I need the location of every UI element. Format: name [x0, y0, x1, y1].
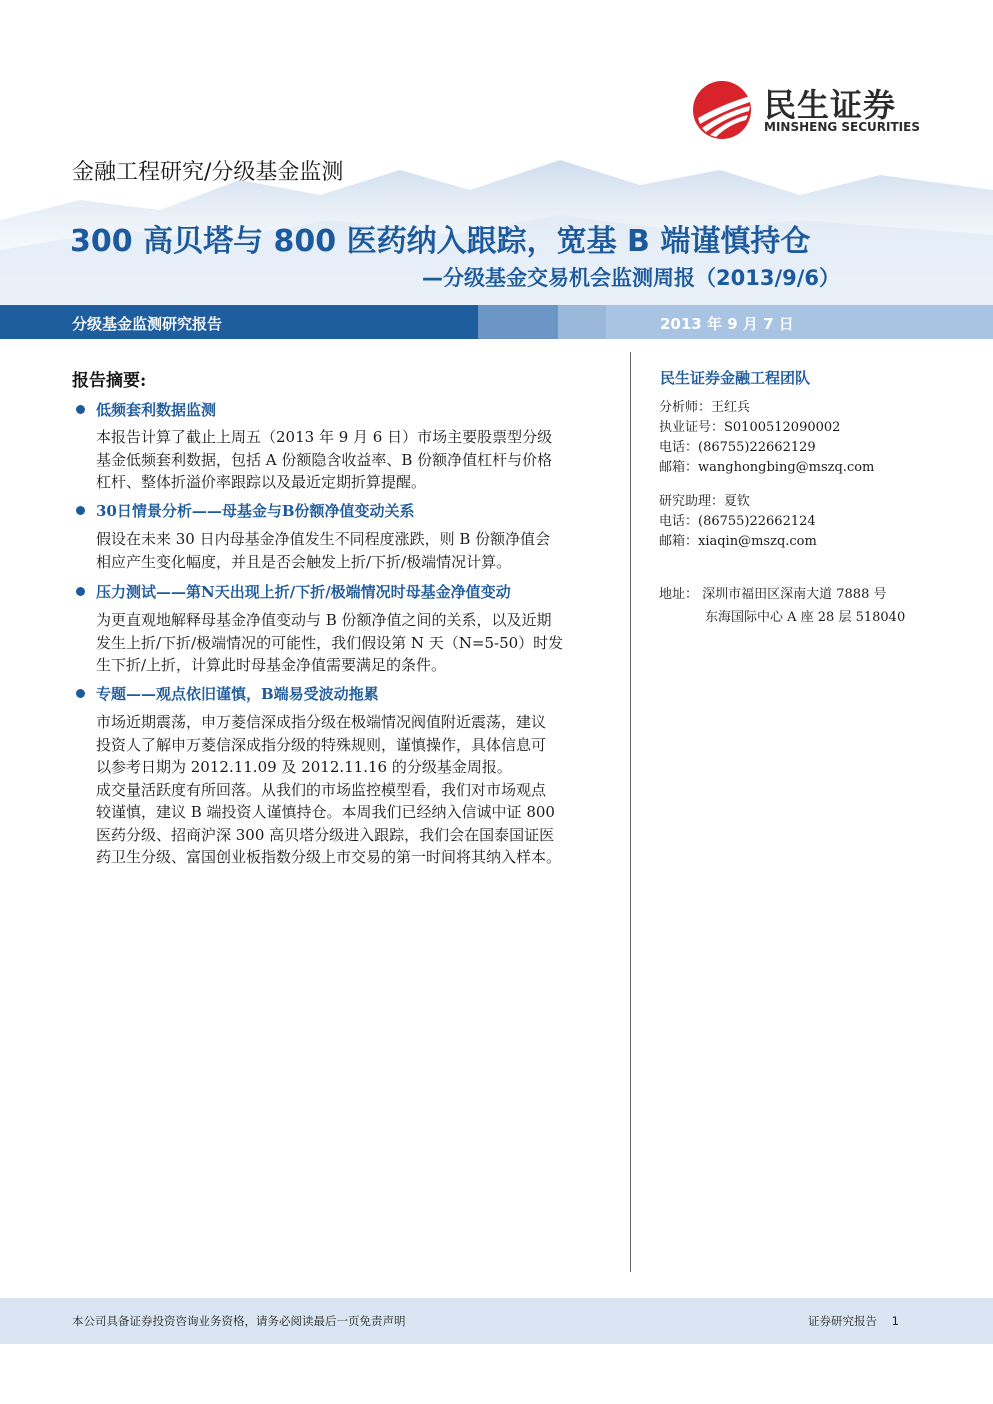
analyst-info — [659, 398, 874, 478]
analyst-line: 邮箱：wanghongbing@mszq.com — [659, 460, 875, 475]
report-subtitle: —分级基金交易机会监测周报（2013/9/6） — [422, 266, 841, 290]
section-title: 专题——观点依旧谨慎，B端易受波动拖累 — [96, 685, 379, 703]
assistant-info — [659, 492, 817, 552]
team-name: 民生证券金融工程团队 — [660, 369, 811, 387]
logo-english-name: MINSHENG SECURITIES — [764, 120, 920, 134]
body-line: 成交量活跃度有所回落。从我们的市场监控模型看，我们对市场观点 — [96, 780, 547, 799]
body-line: 杠杆、整体折溢价率跟踪以及最近定期折算提醒。 — [96, 473, 427, 491]
section-body — [96, 426, 622, 494]
column-divider — [630, 352, 631, 1272]
bullet-icon — [76, 405, 85, 414]
report-type-label: 分级基金监测研究报告 — [72, 315, 223, 333]
summary-heading: 报告摘要: — [72, 371, 147, 391]
section-body — [96, 528, 622, 573]
header-bar-accent — [558, 305, 606, 339]
report-title: 300 高贝塔与 800 医药纳入跟踪，宽基 B 端谨慎持仓 — [70, 224, 811, 259]
assistant-line: 邮箱：xiaqin@mszq.com — [659, 534, 817, 549]
body-line: 医药分级、招商沪深 300 高贝塔分级进入跟踪，我们会在国泰国证医 — [96, 825, 555, 844]
body-line: 较谨慎，建议 B 端投资人谨慎持仓。本周我们已经纳入信诚中证 800 — [96, 803, 555, 821]
analyst-line: 电话：(86755)22662129 — [659, 440, 816, 455]
section-body — [96, 609, 622, 677]
section-title: 压力测试——第N天出现上折/下折/极端情况时母基金净值变动 — [96, 583, 511, 601]
bullet-icon — [76, 506, 85, 515]
body-line: 生下折/上折，计算此时母基金净值需要满足的条件。 — [96, 656, 447, 674]
address-line: 东海国际中心 A 座 28 层 518040 — [705, 610, 906, 625]
body-line: 发生上折/下折/极端情况的可能性，我们假设第 N 天（N=5-50）时发 — [96, 633, 564, 652]
bullet-icon — [76, 587, 85, 596]
assistant-line: 电话：(86755)22662124 — [659, 514, 816, 529]
section-title: 低频套利数据监测 — [96, 401, 217, 419]
section-title: 30日情景分析——母基金与B份额净值变动关系 — [96, 502, 415, 520]
body-line: 以参考日期为 2012.11.09 及 2012.11.16 的分级基金周报。 — [96, 758, 512, 776]
body-line: 为更直观地解释母基金净值变动与 B 份额净值之间的关系，以及近期 — [96, 611, 552, 629]
assistant-line: 研究助理：夏钦 — [659, 494, 751, 509]
section-body — [96, 711, 622, 869]
body-line: 相应产生变化幅度，并且是否会触发上折/下折/极端情况计算。 — [96, 552, 512, 571]
disclaimer-text: 本公司具备证券投资咨询业务资格，请务必阅读最后一页免责声明 — [72, 1314, 406, 1328]
body-line: 本报告计算了截止上周五（2013 年 9 月 6 日）市场主要股票型分级 — [96, 428, 553, 446]
header-bar-accent — [478, 305, 558, 339]
body-line: 假设在未来 30 日内母基金净值发生不同程度涨跌，则 B 份额净值会 — [96, 530, 551, 548]
report-date: 2013 年 9 月 7 日 — [660, 315, 794, 333]
analyst-line: 分析师：王红兵 — [659, 400, 751, 415]
body-line: 市场近期震荡，申万菱信深成指分级在极端情况阀值附近震荡，建议 — [96, 713, 547, 731]
logo-chinese-name: 民生证券 — [764, 86, 897, 124]
body-line: 药卫生分级、富国创业板指数分级上市交易的第一时间将其纳入样本。 — [96, 848, 562, 866]
report-category: 金融工程研究/分级基金监测 — [72, 160, 344, 185]
body-line: 投资人了解申万菱信深成指分级的特殊规则，谨慎操作，具体信息可 — [96, 735, 547, 754]
address-line: 地址： 深圳市福田区深南大道 7888 号 — [659, 587, 887, 602]
body-line: 基金低频套利数据，包括 A 份额隐含收益率、B 份额净值杠杆与价格 — [96, 450, 553, 469]
minsheng-logo-icon — [692, 80, 754, 140]
analyst-line: 执业证号：S0100512090002 — [659, 420, 841, 435]
page-label: 证券研究报告 1 — [808, 1314, 899, 1328]
bullet-icon — [76, 689, 85, 698]
